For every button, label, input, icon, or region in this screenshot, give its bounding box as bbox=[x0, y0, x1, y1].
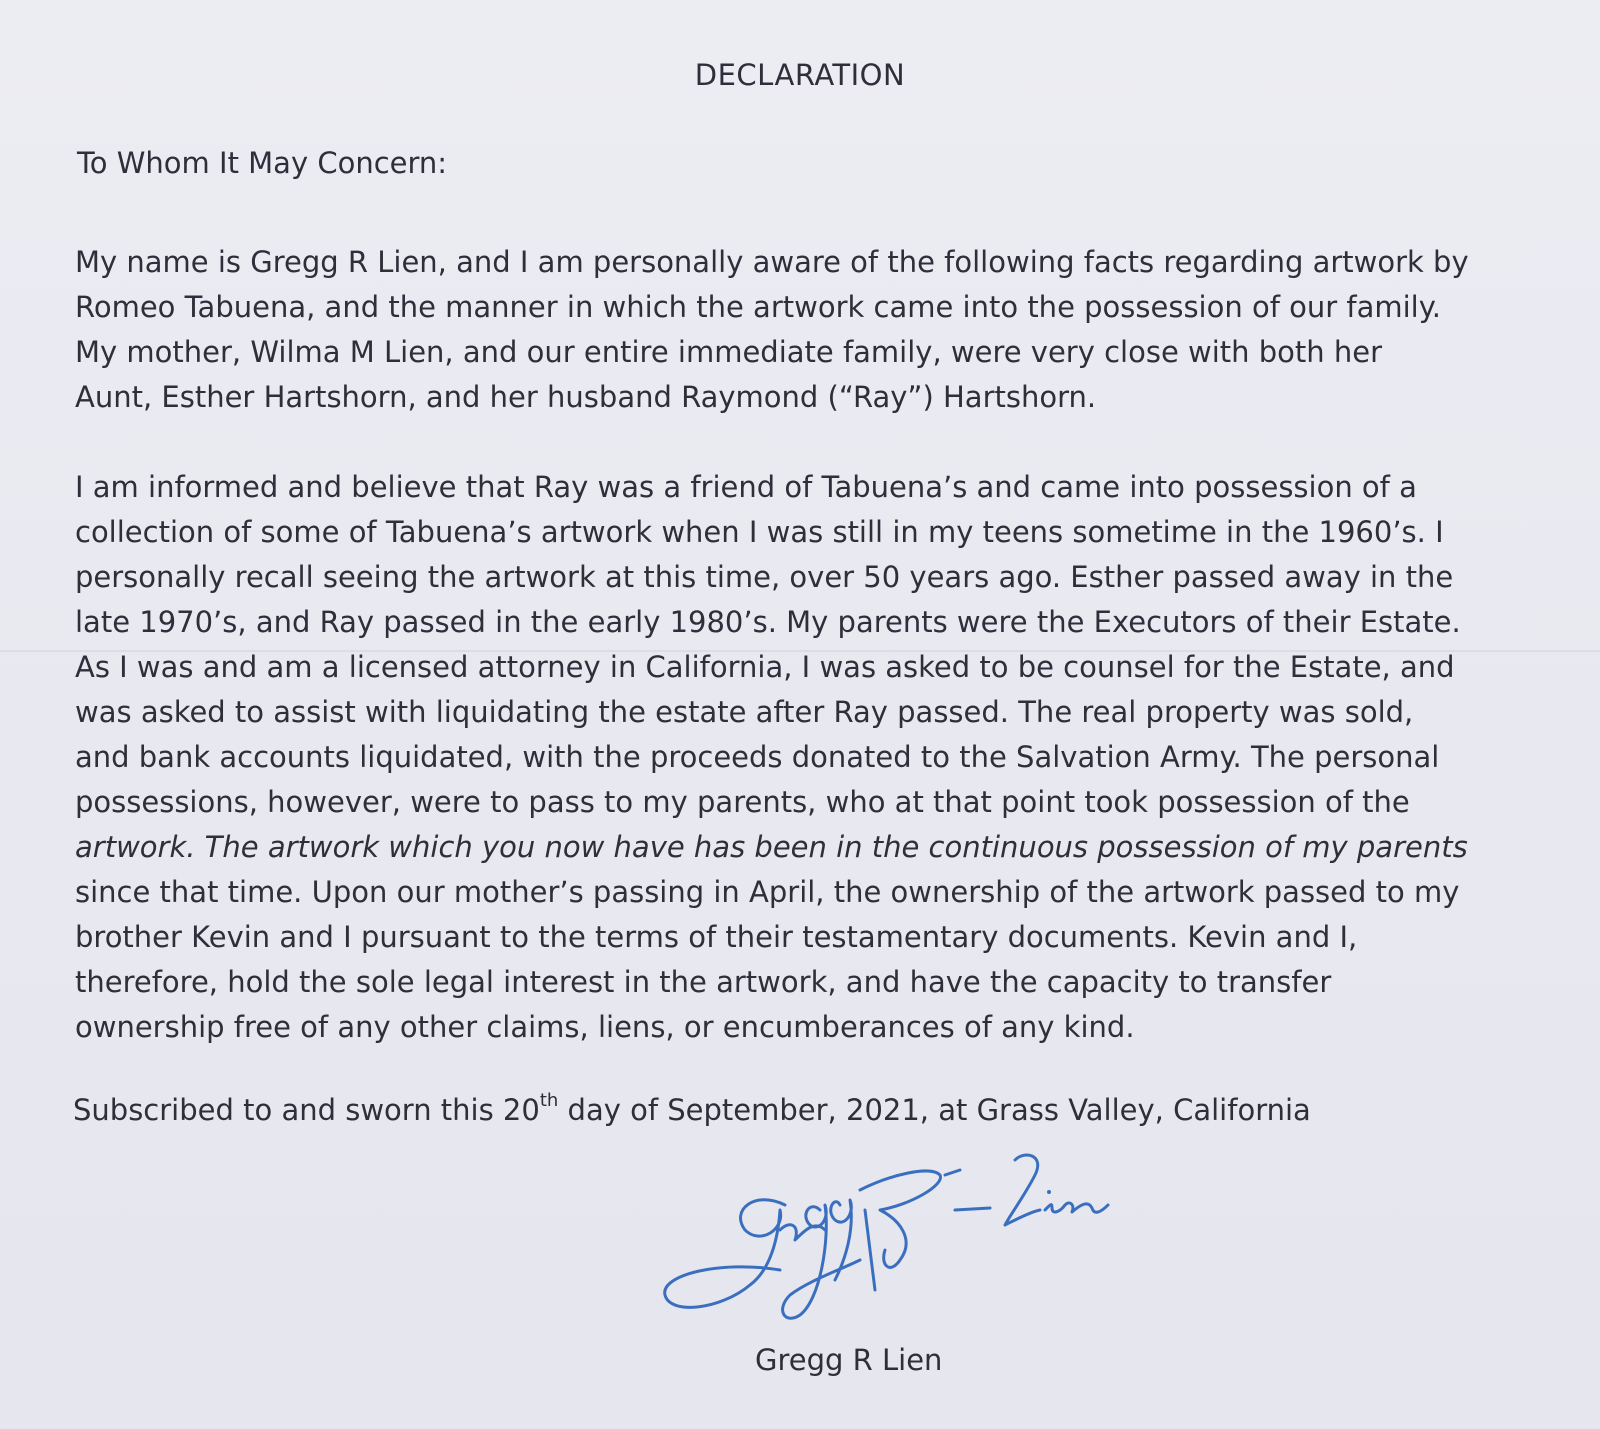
paragraph-2-line: As I was and am a licensed attorney in California, I was asked to be counsel for the Estate, and bbox=[75, 650, 1455, 684]
paragraph-1-line: Aunt, Esther Hartshorn, and her husband Raymond (“Ray”) Hartshorn. bbox=[75, 380, 1097, 414]
paragraph-2-line: since that time. Upon our mother’s passing in April, the ownership of the artwork passed to my bbox=[75, 875, 1460, 909]
paragraph-2-line: was asked to assist with liquidating the estate after Ray passed. The real property was sold, bbox=[75, 695, 1414, 729]
paragraph-2-line: and bank accounts liquidated, with the proceeds donated to the Salvation Army. The personal bbox=[75, 740, 1440, 774]
paragraph-2-line: ownership free of any other claims, liens, or encumberances of any kind. bbox=[75, 1010, 1135, 1044]
paragraph-2-line: late 1970’s, and Ray passed in the early 1980’s. My parents were the Executors of their Estate. bbox=[75, 605, 1461, 639]
handwritten-signature bbox=[660, 1150, 1160, 1370]
paragraph-1-line: My mother, Wilma M Lien, and our entire immediate family, were very close with both her bbox=[75, 335, 1383, 369]
paragraph-1 bbox=[75, 240, 1535, 420]
sworn-text-after: day of September, 2021, at Grass Valley, California bbox=[558, 1093, 1311, 1127]
paragraph-2-line: artwork. The artwork which you now have has been in the continuous possession of my parents bbox=[75, 830, 1468, 864]
paragraph-1-line: My name is Gregg R Lien, and I am personally aware of the following facts regarding artwork by bbox=[75, 245, 1469, 279]
paragraph-2 bbox=[75, 465, 1535, 1050]
signer-name: Gregg R Lien bbox=[755, 1343, 943, 1377]
paragraph-1-line: Romeo Tabuena, and the manner in which the artwork came into the possession of our family. bbox=[75, 290, 1441, 324]
document-title: DECLARATION bbox=[694, 58, 906, 92]
salutation: To Whom It May Concern: bbox=[77, 146, 448, 180]
paragraph-2-line: possessions, however, were to pass to my parents, who at that point took possession of the bbox=[75, 785, 1410, 819]
paragraph-2-line: personally recall seeing the artwork at this time, over 50 years ago. Esther passed away in the bbox=[75, 560, 1454, 594]
paragraph-2-line: brother Kevin and I pursuant to the terms of their testamentary documents. Kevin and I, bbox=[75, 920, 1358, 954]
sworn-superscript: th bbox=[539, 1090, 559, 1111]
paragraph-2-line: collection of some of Tabuena’s artwork when I was still in my teens sometime in the 1960’s. I bbox=[75, 515, 1444, 549]
paragraph-2-line: therefore, hold the sole legal interest in the artwork, and have the capacity to transfer bbox=[75, 965, 1332, 999]
sworn-statement bbox=[73, 1090, 1311, 1127]
sworn-text-before: Subscribed to and sworn this 20 bbox=[73, 1093, 540, 1127]
paragraph-2-line: I am informed and believe that Ray was a friend of Tabuena’s and came into possession of a bbox=[75, 470, 1417, 504]
